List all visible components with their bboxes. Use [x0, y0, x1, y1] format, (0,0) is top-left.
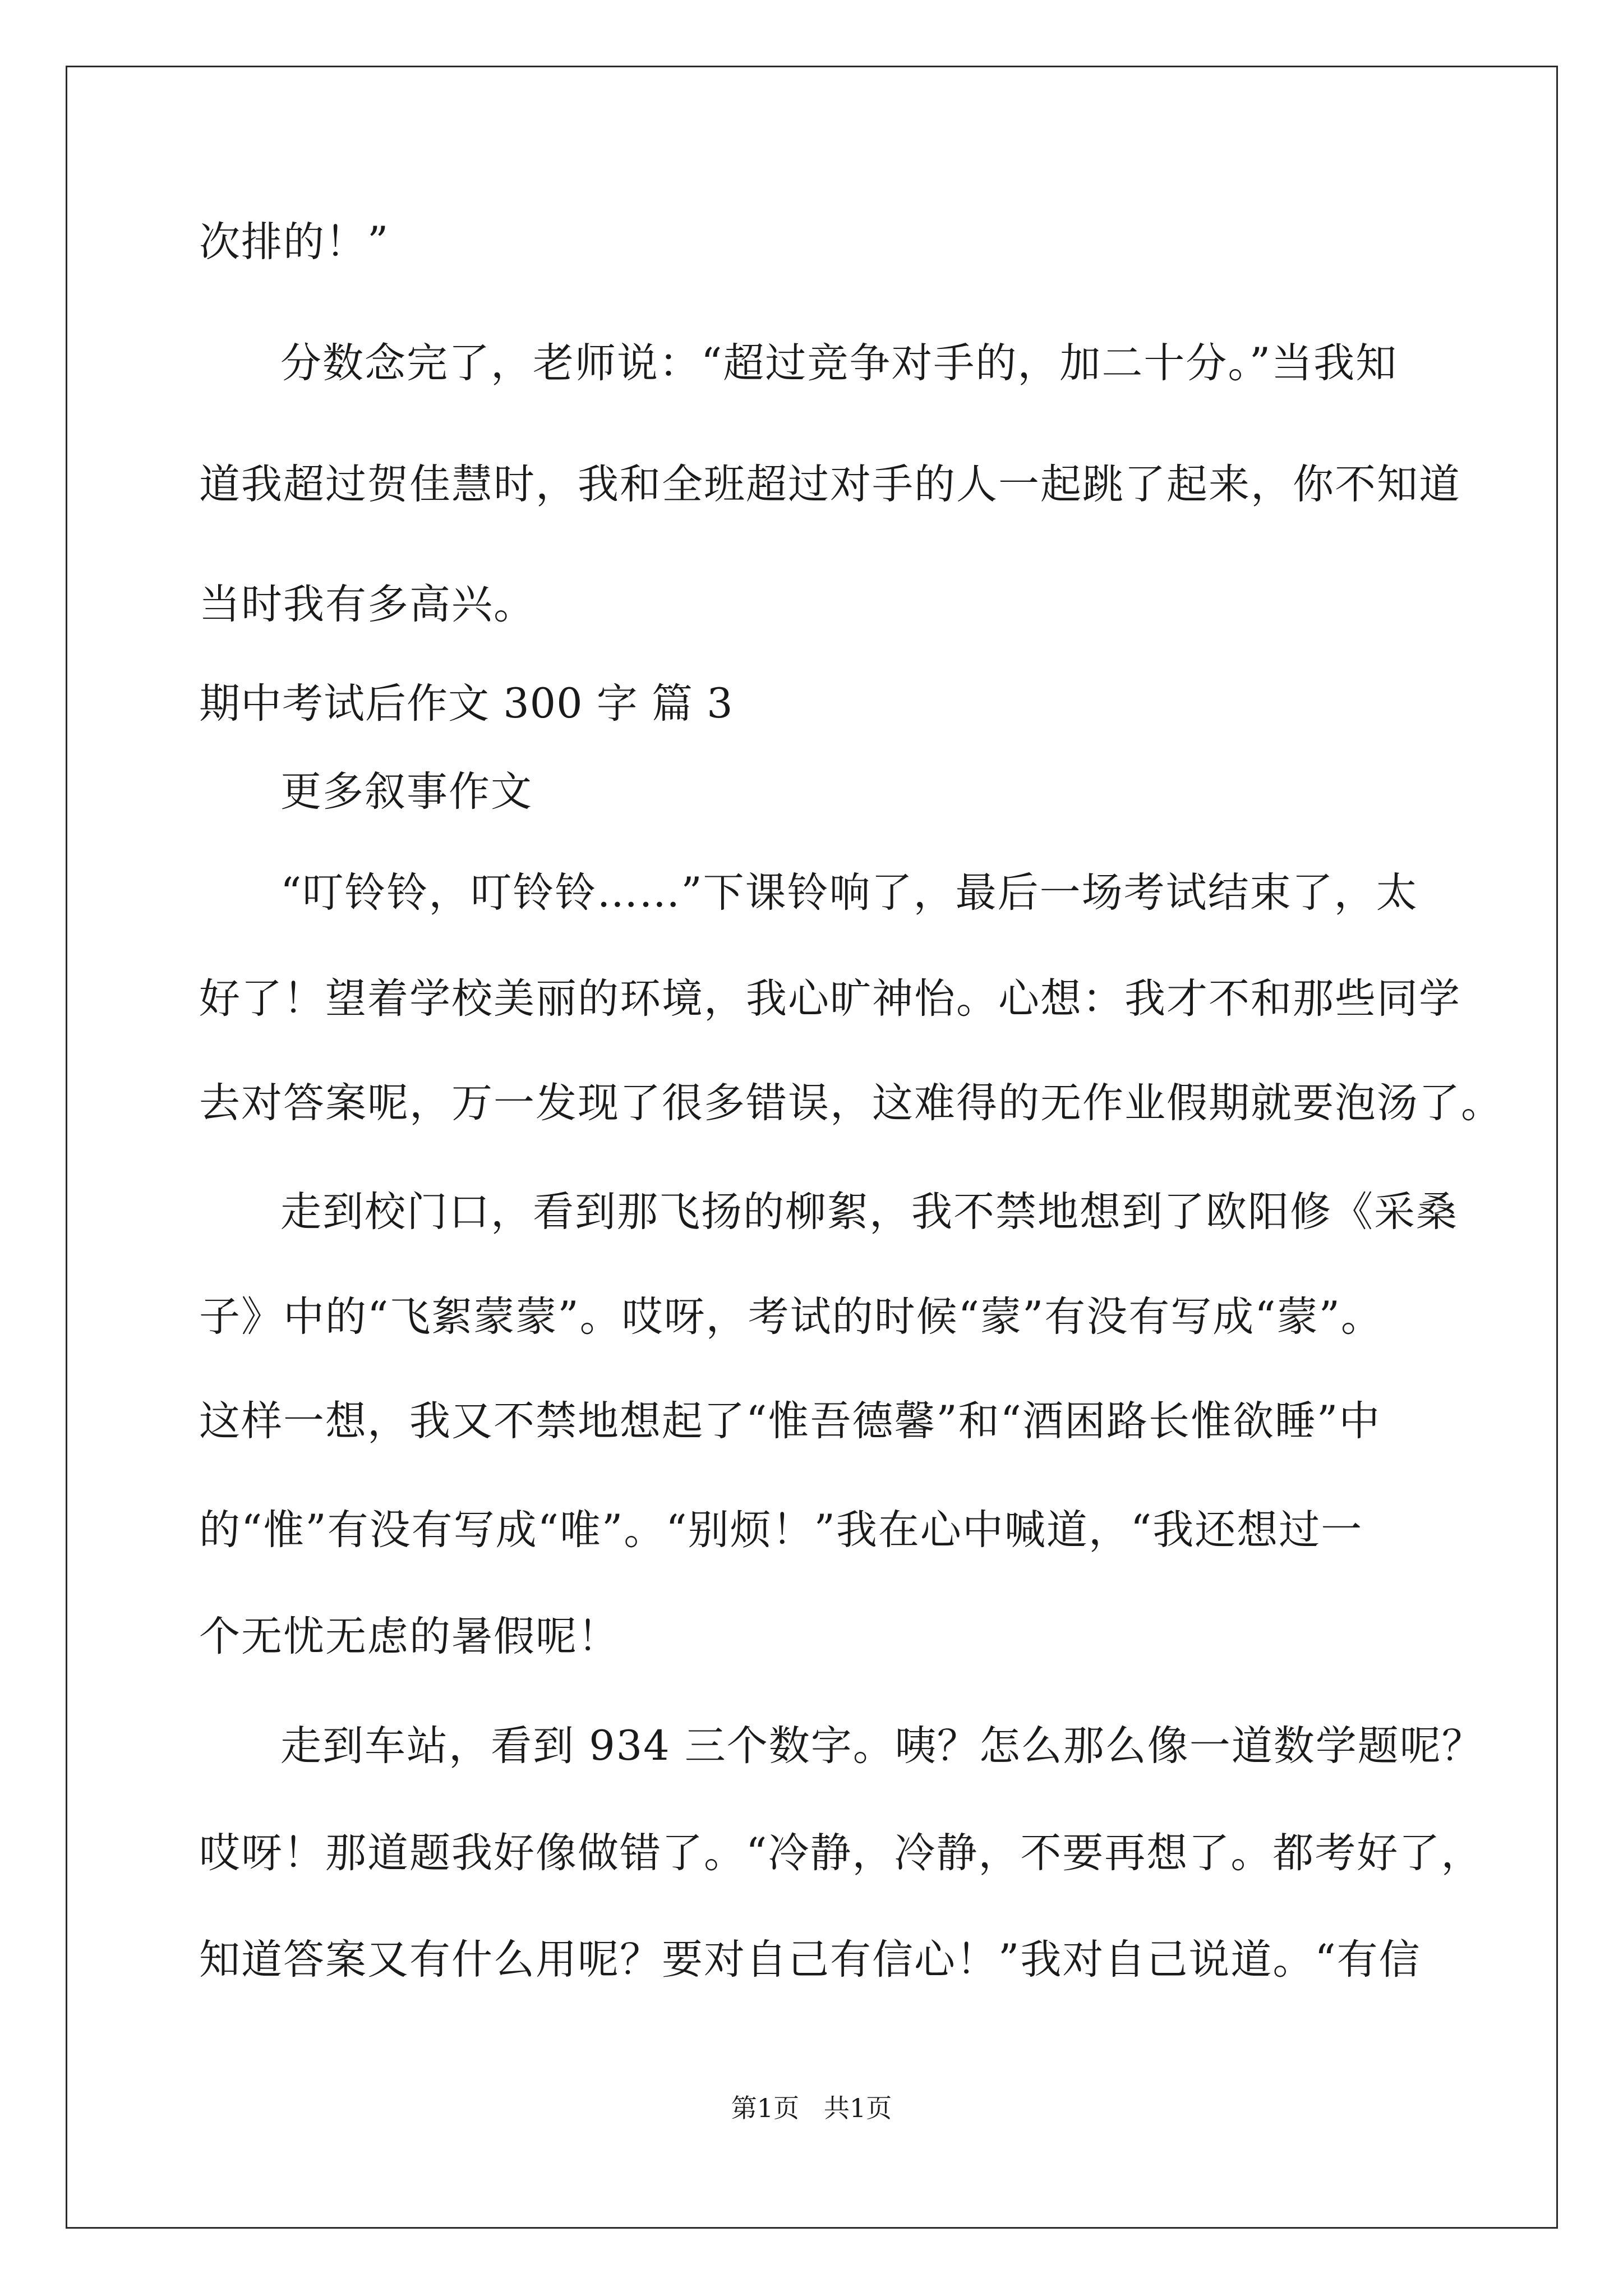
text-line: 去对答案呢，万一发现了很多错误，这难得的无作业假期就要泡汤了。 — [199, 1079, 1503, 1127]
text-line: 的“惟”有没有写成“唯”。“别烦！”我在心中喊道，“我还想过一 — [199, 1506, 1363, 1554]
paragraph-line: “叮铃铃，叮铃铃……”下课铃响了，最后一场考试结束了，太 — [280, 869, 1418, 917]
page-footer: 第1页 共1页 — [731, 2093, 892, 2123]
text-line: 好了！望着学校美丽的环境，我心旷神怡。心想：我才不和那些同学 — [199, 975, 1461, 1023]
text-line: 次排的！” — [199, 218, 390, 266]
paragraph-line: 走到校门口，看到那飞扬的柳絮，我不禁地想到了欧阳修《采桑 — [280, 1188, 1458, 1236]
text-line: 知道答案又有什么用呢？要对自己有信心！”我对自己说道。“有信 — [199, 1936, 1421, 1984]
paragraph-line: 走到车站，看到 934 三个数字。咦？怎么那么像一道数学题呢？ — [280, 1722, 1484, 1770]
text-line: 道我超过贺佳慧时，我和全班超过对手的人一起跳了起来，你不知道 — [199, 461, 1461, 508]
section-heading: 期中考试后作文 300 字 篇 3 — [199, 680, 734, 728]
text-line: 哎呀！那道题我好像做错了。“冷静，冷静，不要再想了。都考好了， — [199, 1829, 1483, 1877]
text-line: 子》中的“飞絮蒙蒙”。哎呀，考试的时候“蒙”有没有写成“蒙”。 — [199, 1293, 1383, 1341]
text-line: 个无忧无虑的暑假呢！ — [199, 1613, 620, 1660]
paragraph-line: 分数念完了，老师说：“超过竞争对手的，加二十分。”当我知 — [280, 339, 1398, 387]
text-line: 当时我有多高兴。 — [199, 581, 536, 628]
text-line: 这样一想，我又不禁地想起了“惟吾德馨”和“酒困路长惟欲睡”中 — [199, 1397, 1381, 1445]
paragraph-line: 更多叙事作文 — [280, 768, 533, 816]
